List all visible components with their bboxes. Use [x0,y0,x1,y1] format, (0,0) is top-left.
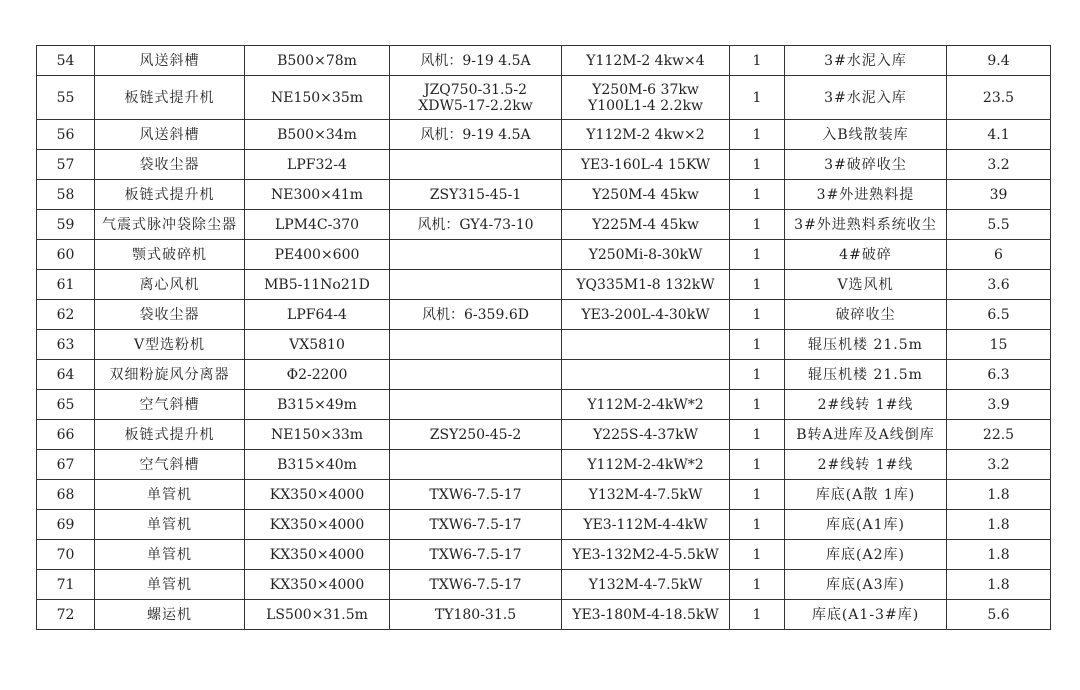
cell-power: 22.5 [947,420,1051,450]
cell-power: 1.8 [947,540,1051,570]
cell-power: 5.6 [947,600,1051,630]
cell-power: 9.4 [947,46,1051,76]
cell-fan-reducer [390,390,562,420]
cell-number: 70 [37,540,95,570]
cell-quantity: 1 [730,210,785,240]
cell-quantity: 1 [730,600,785,630]
cell-power: 1.8 [947,510,1051,540]
table-row [37,540,1051,570]
cell-quantity: 1 [730,450,785,480]
cell-motor: Y250M-4 45kw [562,180,730,210]
table-row [37,330,1051,360]
cell-fan-reducer: TY180-31.5 [390,600,562,630]
cell-specification: NE150×33m [245,420,390,450]
cell-equipment-name: 风送斜槽 [95,120,245,150]
table-row [37,120,1051,150]
cell-number: 58 [37,180,95,210]
cell-specification: Φ2-2200 [245,360,390,390]
cell-location: 库底(A1-3#库) [785,600,947,630]
cell-specification: KX350×4000 [245,510,390,540]
cell-power: 3.9 [947,390,1051,420]
cell-number: 54 [37,46,95,76]
table-row [37,76,1051,120]
cell-number: 57 [37,150,95,180]
cell-equipment-name: 颚式破碎机 [95,240,245,270]
cell-equipment-name: 单管机 [95,540,245,570]
table-row [37,570,1051,600]
cell-number: 66 [37,420,95,450]
cell-power: 5.5 [947,210,1051,240]
cell-motor: YE3-132M2-4-5.5kW [562,540,730,570]
cell-motor: Y112M-2 4kw×2 [562,120,730,150]
cell-motor: Y132M-4-7.5kW [562,570,730,600]
cell-quantity: 1 [730,120,785,150]
cell-specification: LS500×31.5m [245,600,390,630]
cell-motor: Y112M-2 4kw×4 [562,46,730,76]
cell-fan-reducer: JZQ750-31.5-2 XDW5-17-2.2kw [390,76,562,120]
cell-motor: YQ335M1-8 132kW [562,270,730,300]
cell-equipment-name: 板链式提升机 [95,76,245,120]
cell-motor: Y250M-6 37kw Y100L1-4 2.2kw [562,76,730,120]
cell-quantity: 1 [730,270,785,300]
cell-fan-reducer: ZSY250-45-2 [390,420,562,450]
cell-number: 65 [37,390,95,420]
cell-fan-reducer: 风机：6-359.6D [390,300,562,330]
cell-motor: YE3-112M-4-4kW [562,510,730,540]
cell-motor: Y112M-2-4kW*2 [562,390,730,420]
cell-number: 61 [37,270,95,300]
cell-fan-reducer: 风机：GY4-73-10 [390,210,562,240]
cell-location: 3#水泥入库 [785,46,947,76]
cell-power: 6 [947,240,1051,270]
cell-specification: VX5810 [245,330,390,360]
cell-equipment-name: 空气斜槽 [95,450,245,480]
cell-equipment-name: 气震式脉冲袋除尘器 [95,210,245,240]
cell-equipment-name: 袋收尘器 [95,150,245,180]
cell-number: 55 [37,76,95,120]
table-row [37,150,1051,180]
cell-number: 64 [37,360,95,390]
table-row [37,240,1051,270]
cell-motor [562,330,730,360]
cell-quantity: 1 [730,360,785,390]
cell-power: 3.6 [947,270,1051,300]
cell-equipment-name: V型选粉机 [95,330,245,360]
cell-location: B转A进库及A线倒库 [785,420,947,450]
cell-equipment-name: 单管机 [95,510,245,540]
table-row [37,210,1051,240]
cell-motor: YE3-160L-4 15KW [562,150,730,180]
table-row [37,480,1051,510]
cell-equipment-name: 双细粉旋风分离器 [95,360,245,390]
cell-fan-reducer [390,150,562,180]
cell-location: 3#外进熟料系统收尘 [785,210,947,240]
cell-number: 67 [37,450,95,480]
cell-power: 39 [947,180,1051,210]
cell-power: 4.1 [947,120,1051,150]
cell-motor: YE3-180M-4-18.5kW [562,600,730,630]
cell-number: 71 [37,570,95,600]
table-row [37,360,1051,390]
cell-fan-reducer: 风机：9-19 4.5A [390,120,562,150]
cell-specification: LPF32-4 [245,150,390,180]
cell-location: 库底(A3库) [785,570,947,600]
cell-quantity: 1 [730,330,785,360]
table-row [37,450,1051,480]
cell-specification: MB5-11No21D [245,270,390,300]
cell-quantity: 1 [730,150,785,180]
cell-fan-reducer [390,330,562,360]
cell-quantity: 1 [730,510,785,540]
cell-fan-reducer [390,450,562,480]
cell-motor: Y112M-2-4kW*2 [562,450,730,480]
cell-location: 2#线转 1#线 [785,450,947,480]
cell-motor: Y250Mi-8-30kW [562,240,730,270]
cell-specification: B315×40m [245,450,390,480]
cell-power: 15 [947,330,1051,360]
cell-motor: Y132M-4-7.5kW [562,480,730,510]
cell-location: 2#线转 1#线 [785,390,947,420]
cell-number: 59 [37,210,95,240]
cell-fan-reducer: TXW6-7.5-17 [390,480,562,510]
cell-quantity: 1 [730,540,785,570]
cell-location: 辊压机楼 21.5m [785,330,947,360]
cell-number: 69 [37,510,95,540]
cell-fan-reducer: TXW6-7.5-17 [390,540,562,570]
cell-quantity: 1 [730,76,785,120]
cell-quantity: 1 [730,180,785,210]
cell-specification: KX350×4000 [245,540,390,570]
cell-number: 62 [37,300,95,330]
cell-location: 库底(A1库) [785,510,947,540]
cell-location: V选风机 [785,270,947,300]
cell-equipment-name: 单管机 [95,480,245,510]
table-row [37,510,1051,540]
cell-specification: B500×34m [245,120,390,150]
cell-fan-reducer: TXW6-7.5-17 [390,570,562,600]
cell-location: 库底(A2库) [785,540,947,570]
cell-equipment-name: 单管机 [95,570,245,600]
cell-number: 68 [37,480,95,510]
cell-quantity: 1 [730,46,785,76]
cell-number: 63 [37,330,95,360]
cell-motor [562,360,730,390]
cell-equipment-name: 空气斜槽 [95,390,245,420]
cell-location: 入B线散装库 [785,120,947,150]
equipment-table-container [36,45,1051,630]
cell-equipment-name: 板链式提升机 [95,180,245,210]
cell-equipment-name: 螺运机 [95,600,245,630]
cell-fan-reducer: TXW6-7.5-17 [390,510,562,540]
cell-specification: PE400×600 [245,240,390,270]
cell-power: 6.3 [947,360,1051,390]
cell-quantity: 1 [730,240,785,270]
cell-specification: B500×78m [245,46,390,76]
cell-location: 破碎收尘 [785,300,947,330]
cell-specification: KX350×4000 [245,480,390,510]
cell-fan-reducer [390,270,562,300]
cell-specification: NE300×41m [245,180,390,210]
cell-specification: LPM4C-370 [245,210,390,240]
cell-number: 72 [37,600,95,630]
cell-location: 3#破碎收尘 [785,150,947,180]
cell-power: 23.5 [947,76,1051,120]
cell-power: 1.8 [947,480,1051,510]
cell-fan-reducer: 风机：9-19 4.5A [390,46,562,76]
table-row [37,46,1051,76]
cell-specification: KX350×4000 [245,570,390,600]
table-row [37,390,1051,420]
table-row [37,180,1051,210]
cell-equipment-name: 袋收尘器 [95,300,245,330]
table-row [37,300,1051,330]
equipment-table [36,45,1051,630]
equipment-table-body [37,46,1051,630]
cell-location: 辊压机楼 21.5m [785,360,947,390]
cell-quantity: 1 [730,420,785,450]
cell-equipment-name: 板链式提升机 [95,420,245,450]
cell-quantity: 1 [730,390,785,420]
cell-number: 56 [37,120,95,150]
cell-quantity: 1 [730,300,785,330]
table-row [37,420,1051,450]
cell-specification: B315×49m [245,390,390,420]
cell-fan-reducer [390,240,562,270]
cell-power: 6.5 [947,300,1051,330]
cell-fan-reducer: ZSY315-45-1 [390,180,562,210]
cell-power: 3.2 [947,150,1051,180]
cell-quantity: 1 [730,570,785,600]
cell-power: 1.8 [947,570,1051,600]
table-row [37,600,1051,630]
cell-location: 库底(A散 1库) [785,480,947,510]
cell-location: 4#破碎 [785,240,947,270]
cell-location: 3#外进熟料提 [785,180,947,210]
cell-specification: LPF64-4 [245,300,390,330]
cell-equipment-name: 离心风机 [95,270,245,300]
cell-motor: Y225M-4 45kw [562,210,730,240]
cell-motor: Y225S-4-37kW [562,420,730,450]
cell-location: 3#水泥入库 [785,76,947,120]
cell-fan-reducer [390,360,562,390]
cell-power: 3.2 [947,450,1051,480]
cell-equipment-name: 风送斜槽 [95,46,245,76]
cell-quantity: 1 [730,480,785,510]
table-row [37,270,1051,300]
cell-motor: YE3-200L-4-30kW [562,300,730,330]
cell-number: 60 [37,240,95,270]
cell-specification: NE150×35m [245,76,390,120]
